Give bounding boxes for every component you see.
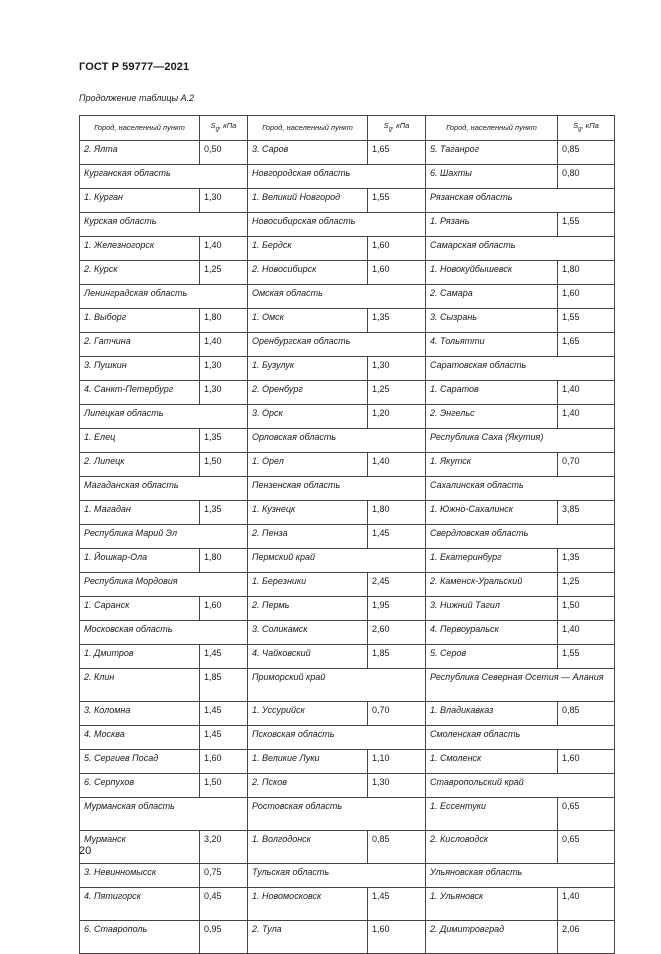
table-row — [80, 864, 615, 888]
table-row — [80, 237, 615, 261]
snow-load-value: 1,45 — [200, 645, 248, 669]
region-cell: Пензенская область — [248, 477, 426, 501]
city-cell: 2. Тула — [248, 921, 368, 954]
region-cell: Московская область — [80, 621, 248, 645]
snow-load-value: 1,30 — [200, 381, 248, 405]
city-cell: 1. Ессентуки — [426, 798, 558, 831]
table-row — [80, 573, 615, 597]
city-cell: 1. Выборг — [80, 309, 200, 333]
region-cell: Пермский край — [248, 549, 426, 573]
city-cell: 1. Кузнецк — [248, 501, 368, 525]
table-row — [80, 726, 615, 750]
snow-load-value: 0,75 — [200, 864, 248, 888]
region-cell: Саратовская область — [426, 357, 615, 381]
snow-load-value: 1,40 — [558, 888, 615, 921]
city-cell: 2. Ялта — [80, 141, 200, 165]
snow-load-value: 0,85 — [558, 702, 615, 726]
city-cell: 1. Рязань — [426, 213, 558, 237]
city-cell: 2. Каменск-Уральский — [426, 573, 558, 597]
snow-load-value: 1,35 — [200, 429, 248, 453]
snow-load-value: 1,40 — [368, 453, 426, 477]
table-header-row — [80, 116, 615, 141]
snow-load-value: 0,65 — [558, 831, 615, 864]
snow-load-value: 1,80 — [558, 261, 615, 285]
region-cell: Свердловская область — [426, 525, 615, 549]
city-cell: 1. Дмитров — [80, 645, 200, 669]
header-sg-unit: , кПа — [581, 121, 599, 131]
city-cell: 1. Ульяновск — [426, 888, 558, 921]
city-cell: 3. Нижний Тагил — [426, 597, 558, 621]
table-row — [80, 774, 615, 798]
city-cell: 4. Чайковский — [248, 645, 368, 669]
snow-load-value: 1,60 — [368, 921, 426, 954]
city-cell: 1. Южно-Сахалинск — [426, 501, 558, 525]
snow-load-value: 1,40 — [558, 621, 615, 645]
city-cell: 3. Сызрань — [426, 309, 558, 333]
region-cell: Новгородская область — [248, 165, 426, 189]
table-row — [80, 750, 615, 774]
snow-load-table — [79, 115, 615, 954]
region-cell: Псковская область — [248, 726, 426, 750]
city-cell: 4. Москва — [80, 726, 200, 750]
city-cell: 1. Новокуйбышевск — [426, 261, 558, 285]
snow-load-value: 2,45 — [368, 573, 426, 597]
city-cell: 3. Коломна — [80, 702, 200, 726]
snow-load-value: 1,80 — [368, 501, 426, 525]
snow-load-value: 0,85 — [368, 831, 426, 864]
city-cell: 2. Кисловодск — [426, 831, 558, 864]
snow-load-value: 1,60 — [368, 261, 426, 285]
city-cell: 2. Пенза — [248, 525, 368, 549]
table-row — [80, 501, 615, 525]
header-sg-3 — [558, 116, 615, 141]
header-sg-subscript: g — [578, 126, 582, 133]
snow-load-value: 1,45 — [368, 525, 426, 549]
snow-load-value: 1,40 — [558, 381, 615, 405]
city-cell: 2. Димитровград — [426, 921, 558, 954]
table-row — [80, 285, 615, 309]
snow-load-value: 1,60 — [200, 750, 248, 774]
city-cell: 2. Гатчина — [80, 333, 200, 357]
city-cell: 3. Невинномысск — [80, 864, 200, 888]
city-cell: 5. Серов — [426, 645, 558, 669]
snow-load-value: 0,70 — [368, 702, 426, 726]
region-cell: Новосибирская область — [248, 213, 426, 237]
city-cell: 1. Смоленск — [426, 750, 558, 774]
snow-load-value: 1,50 — [200, 453, 248, 477]
snow-load-value: 0,65 — [558, 798, 615, 831]
snow-load-value: 1,80 — [200, 309, 248, 333]
region-cell: Липецкая область — [80, 405, 248, 429]
table-row — [80, 405, 615, 429]
snow-load-value: 1,50 — [558, 597, 615, 621]
table-row — [80, 597, 615, 621]
table-row — [80, 261, 615, 285]
snow-load-value: 1,55 — [558, 309, 615, 333]
city-cell: 1. Великий Новгород — [248, 189, 368, 213]
city-cell: 4. Первоуральск — [426, 621, 558, 645]
region-cell: Рязанская область — [426, 189, 615, 213]
region-cell: Республика Мордовия — [80, 573, 248, 597]
city-cell: 1. Орел — [248, 453, 368, 477]
snow-load-value: 1,50 — [200, 774, 248, 798]
city-cell: 4. Пятигорск — [80, 888, 200, 921]
table-row — [80, 357, 615, 381]
city-cell: 1. Магадан — [80, 501, 200, 525]
city-cell: 2. Пермь — [248, 597, 368, 621]
snow-load-value: 0,85 — [558, 141, 615, 165]
table-body — [80, 141, 615, 954]
snow-load-value: 1,20 — [368, 405, 426, 429]
snow-load-value: 1,65 — [368, 141, 426, 165]
snow-load-value: 1,55 — [558, 645, 615, 669]
table-row — [80, 453, 615, 477]
header-sg-symbol: S — [383, 121, 389, 131]
region-cell: Ставропольский край — [426, 774, 615, 798]
table-row — [80, 621, 615, 645]
snow-load-value: 0,95 — [200, 921, 248, 954]
table-caption: Продолжение таблицы А.2 — [79, 93, 195, 103]
table-row — [80, 477, 615, 501]
city-cell: 1. Великие Луки — [248, 750, 368, 774]
region-cell: Омская область — [248, 285, 426, 309]
snow-load-value: 1,30 — [368, 774, 426, 798]
city-cell: 5. Таганрог — [426, 141, 558, 165]
snow-load-value: 1,45 — [200, 726, 248, 750]
city-cell: 1. Бердск — [248, 237, 368, 261]
city-cell: 3. Саров — [248, 141, 368, 165]
snow-load-value: 1,35 — [558, 549, 615, 573]
table-row — [80, 165, 615, 189]
table-row — [80, 831, 615, 864]
snow-load-value: 1,60 — [558, 750, 615, 774]
table-row — [80, 549, 615, 573]
region-cell: Магаданская область — [80, 477, 248, 501]
city-cell: 3. Пушкин — [80, 357, 200, 381]
snow-load-value: 1,55 — [558, 213, 615, 237]
header-city-3: Город, населенный пункт — [426, 116, 558, 141]
header-sg-1 — [200, 116, 248, 141]
header-city-2: Город, населенный пункт — [248, 116, 368, 141]
region-cell: Приморский край — [248, 669, 426, 702]
table-row — [80, 702, 615, 726]
snow-load-value: 1,25 — [558, 573, 615, 597]
city-cell: 1. Омск — [248, 309, 368, 333]
table-row — [80, 141, 615, 165]
city-cell: 1. Екатеринбург — [426, 549, 558, 573]
header-sg-symbol: S — [573, 121, 579, 131]
table-row — [80, 189, 615, 213]
city-cell: 2. Псков — [248, 774, 368, 798]
snow-load-value: 1,35 — [368, 309, 426, 333]
snow-load-value: 1,40 — [558, 405, 615, 429]
city-cell: 2. Липецк — [80, 453, 200, 477]
snow-load-value: 3,85 — [558, 501, 615, 525]
snow-load-value: 1,30 — [200, 189, 248, 213]
city-cell: 5. Сергиев Посад — [80, 750, 200, 774]
table-row — [80, 429, 615, 453]
snow-load-value: 0,45 — [200, 888, 248, 921]
table-row — [80, 888, 615, 921]
region-cell: Курская область — [80, 213, 248, 237]
region-cell: Самарская область — [426, 237, 615, 261]
city-cell: 4. Санкт-Петербург — [80, 381, 200, 405]
table-row — [80, 309, 615, 333]
snow-load-value: 1,60 — [558, 285, 615, 309]
snow-load-value: 1,25 — [368, 381, 426, 405]
header-sg-2 — [368, 116, 426, 141]
header-sg-unit: , кПа — [219, 121, 237, 131]
region-cell: Республика Северная Осетия — Алания — [426, 669, 615, 702]
city-cell: 1. Елец — [80, 429, 200, 453]
snow-load-value: 1,60 — [200, 597, 248, 621]
snow-load-value: 1,30 — [200, 357, 248, 381]
region-cell: Курганская область — [80, 165, 248, 189]
city-cell: 2. Энгельс — [426, 405, 558, 429]
snow-load-value: 2,06 — [558, 921, 615, 954]
table-row — [80, 645, 615, 669]
table-row — [80, 213, 615, 237]
snow-load-value: 1,45 — [200, 702, 248, 726]
header-sg-subscript: g — [388, 126, 393, 133]
region-cell: Оренбургская область — [248, 333, 426, 357]
header-city-1: Город, населенный пункт — [80, 116, 200, 141]
city-cell: 1. Волгодонск — [248, 831, 368, 864]
city-cell: 1. Березники — [248, 573, 368, 597]
snow-load-value: 1,80 — [200, 549, 248, 573]
region-cell: Республика Саха (Якутия) — [426, 429, 615, 453]
snow-load-value: 1,65 — [558, 333, 615, 357]
snow-load-value: 1,35 — [200, 501, 248, 525]
snow-load-value: 0,80 — [558, 165, 615, 189]
region-cell: Орловская область — [248, 429, 426, 453]
region-cell: Сахалинская область — [426, 477, 615, 501]
region-cell: Республика Марий Эл — [80, 525, 248, 549]
snow-load-value: 1,40 — [200, 333, 248, 357]
table-row — [80, 333, 615, 357]
snow-load-value: 0,50 — [200, 141, 248, 165]
region-cell: Ульяновская область — [426, 864, 615, 888]
city-cell: 6. Ставрополь — [80, 921, 200, 954]
snow-load-value: 1,45 — [368, 888, 426, 921]
city-cell: Мурманск — [80, 831, 200, 864]
city-cell: 4. Тольятти — [426, 333, 558, 357]
snow-load-value: 1,30 — [368, 357, 426, 381]
table-row — [80, 798, 615, 831]
city-cell: 2. Новосибирск — [248, 261, 368, 285]
snow-load-value: 1,85 — [368, 645, 426, 669]
city-cell: 1. Якутск — [426, 453, 558, 477]
city-cell: 1. Саранск — [80, 597, 200, 621]
city-cell: 1. Саратов — [426, 381, 558, 405]
snow-load-value: 1,10 — [368, 750, 426, 774]
table-row — [80, 921, 615, 954]
city-cell: 2. Самара — [426, 285, 558, 309]
snow-load-value: 1,60 — [368, 237, 426, 261]
city-cell: 3. Соликамск — [248, 621, 368, 645]
snow-load-value: 1,95 — [368, 597, 426, 621]
city-cell: 1. Уссурийск — [248, 702, 368, 726]
header-sg-symbol: S — [210, 121, 216, 131]
city-cell: 2. Курск — [80, 261, 200, 285]
snow-load-value: 3,20 — [200, 831, 248, 864]
city-cell: 6. Шахты — [426, 165, 558, 189]
city-cell: 1. Бузулук — [248, 357, 368, 381]
snow-load-value: 1,40 — [200, 237, 248, 261]
table-row — [80, 669, 615, 702]
snow-load-value: 2,60 — [368, 621, 426, 645]
city-cell: 1. Владикавказ — [426, 702, 558, 726]
table-row — [80, 381, 615, 405]
city-cell: 6. Серпухов — [80, 774, 200, 798]
snow-load-value: 1,55 — [368, 189, 426, 213]
page-number: 20 — [79, 845, 92, 857]
city-cell: 1. Курган — [80, 189, 200, 213]
region-cell: Ленинградская область — [80, 285, 248, 309]
header-sg-unit: , кПа — [392, 121, 410, 131]
document-title: ГОСТ Р 59777—2021 — [79, 61, 190, 73]
city-cell: 1. Железногорск — [80, 237, 200, 261]
city-cell: 3. Орск — [248, 405, 368, 429]
region-cell: Смоленская область — [426, 726, 615, 750]
city-cell: 2. Клин — [80, 669, 200, 702]
city-cell: 2. Оренбург — [248, 381, 368, 405]
region-cell: Мурманская область — [80, 798, 248, 831]
header-sg-subscript: g — [215, 126, 220, 133]
snow-load-value: 1,25 — [200, 261, 248, 285]
region-cell: Ростовская область — [248, 798, 426, 831]
snow-load-value: 0,70 — [558, 453, 615, 477]
city-cell: 1. Йошкар-Ола — [80, 549, 200, 573]
table-row — [80, 525, 615, 549]
region-cell: Тульская область — [248, 864, 426, 888]
snow-load-value: 1,85 — [200, 669, 248, 702]
city-cell: 1. Новомосковск — [248, 888, 368, 921]
